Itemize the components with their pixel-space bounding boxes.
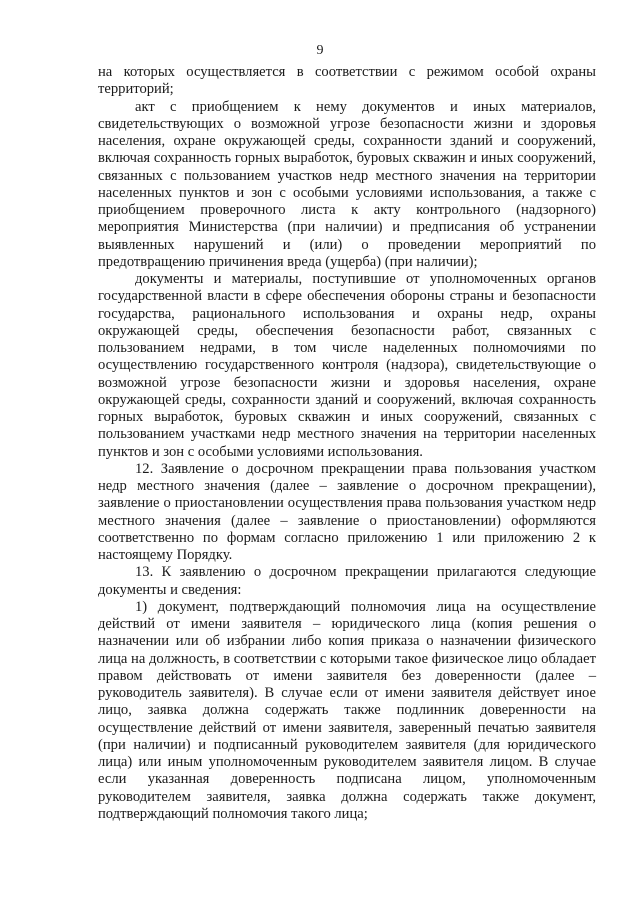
page-number: 9 — [316, 43, 324, 58]
paragraph-item-13: 13. К заявлению о досрочном прекращении прилагаются следующие документы и сведения: — [98, 564, 596, 598]
paragraph-authority-documents: документы и материалы, поступившие от уполномоченных органов государственной власти в сфере обеспечения обороны страны и безопасности государства, рационального использования и охраны недр, охраны окружающей среды, обеспечения безопасности работ, связанных с пользованием недрами, в том числе наделенных полномочиями по осуществлению государственного контроля (надзора), свидетельствующие о возможной угрозе безопасности жизни и здоровья населения, охране окружающей среды, сохранности зданий и сооружений, включая сохранность горных выработок, буровых скважин и иных сооружений, связанных с пользованием участками недр местного значения на территории населенных пунктов и зон с особыми условиями использования. — [98, 271, 596, 460]
paragraph-inspection-act: акт с приобщением к нему документов и иных материалов, свидетельствующих о возможной угрозе безопасности жизни и здоровья населения, охране окружающей среды, сохранности зданий и сооружений, включая сохранность горных выработок, буровых скважин и иных сооружений, связанных с пользованием участков недр местного значения на территории населенных пунктов и зон с особыми условиями использования, а также с приобщением проверочного листа к акту контрольного (надзорного) мероприятия Министерства (при наличии) и предписания об устранении выявленных нарушений и (или) о проведении мероприятий по предотвращению причинения вреда (ущерба) (при наличии); — [98, 98, 596, 270]
paragraph-continuation: на которых осуществляется в соответствии с режимом особой охраны территорий; — [98, 64, 596, 98]
paragraph-item-12: 12. Заявление о досрочном прекращении права пользования участком недр местного значения (далее – заявление о досрочном прекращении), заявление о приостановлении осуществления права пользования участком недр местного значения (далее – заявление о приостановлении) оформляются соответственно по формам согласно приложению 1 или приложению 2 к настоящему Порядку. — [98, 460, 596, 563]
paragraph-subitem-1: 1) документ, подтверждающий полномочия лица на осуществление действий от имени заявителя – юридического лица (копия решения о назначении или об избрании либо копия приказа о назначении физического лица на должность, в соответствии с которыми такое физическое лицо обладает правом действовать от имени заявителя без доверенности (далее – руководитель заявителя). В случае если от имени заявителя действует иное лицо, заявка должна содержать также подлинник доверенности на осуществление действий от имени заявителя, заверенный печатью заявителя (при наличии) и подписанный руководителем заявителя (для юридического лица) или иным уполномоченным руководителем заявителя лицом. В случае если указанная доверенность подписана лицом, уполномоченным руководителем заявителя, заявка должна содержать также документ, подтверждающий полномочия такого лица; — [98, 598, 596, 822]
document-body — [98, 64, 596, 823]
